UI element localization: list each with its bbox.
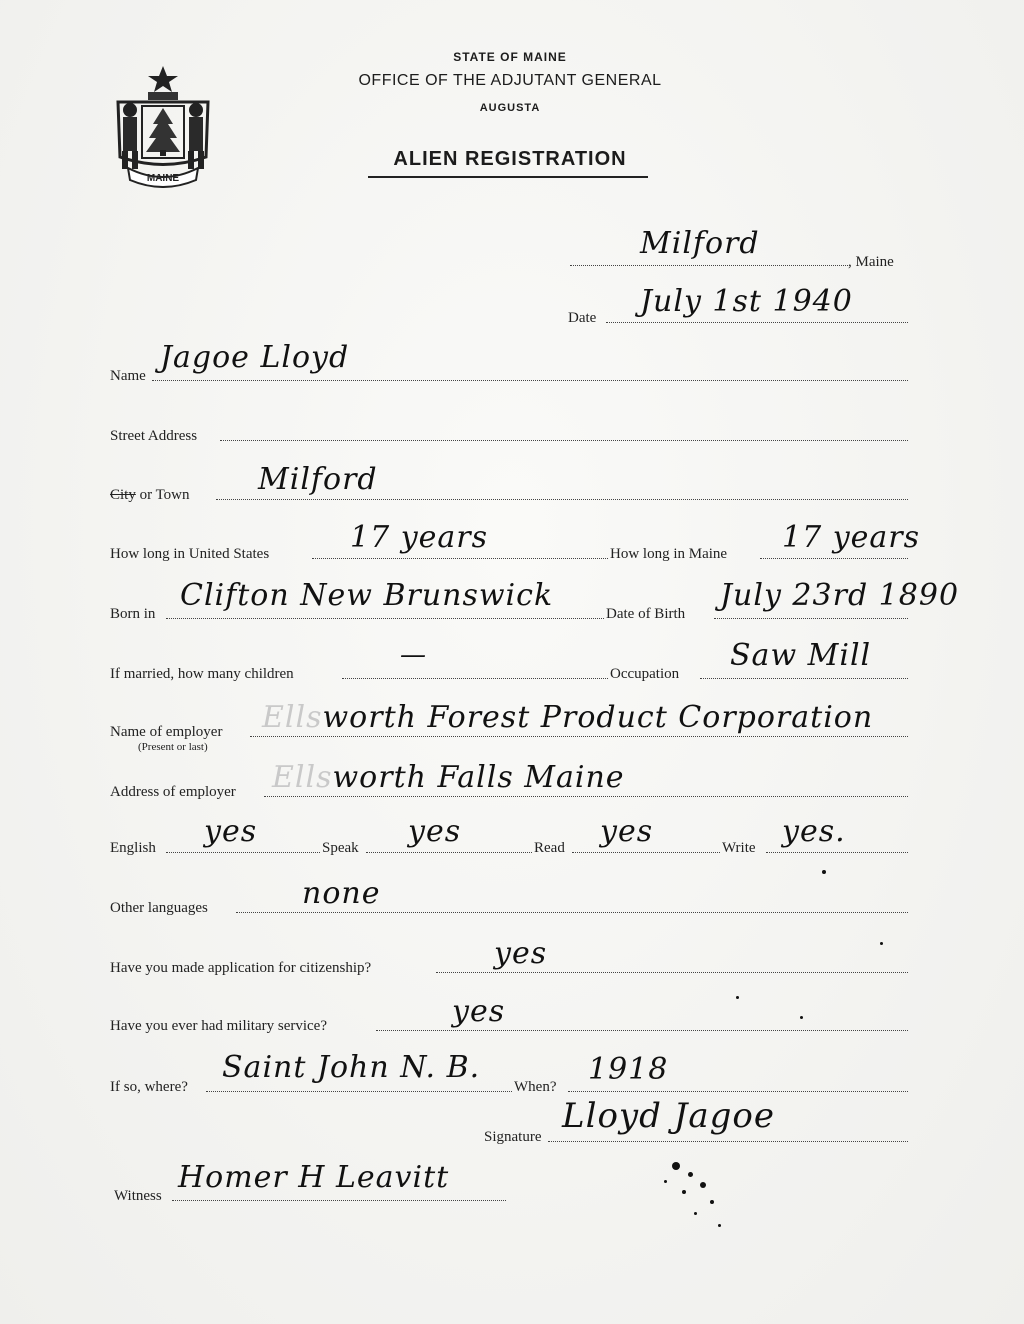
when-value: 1918 [588, 1052, 669, 1087]
other-languages-label: Other languages [110, 900, 208, 916]
occupation-line [700, 678, 908, 679]
military-line [376, 1030, 908, 1031]
dob-label: Date of Birth [606, 606, 686, 622]
employer-note: (Present or last) [138, 741, 208, 753]
employer-value-text: worth Forest Product Corporation [322, 700, 874, 735]
born-in-line [166, 618, 604, 619]
form-title: ALIEN REGISTRATION [393, 148, 627, 170]
employer-address-label: Address of employer [110, 784, 236, 800]
ink-spot [718, 1224, 721, 1227]
ink-spot [800, 1016, 803, 1019]
title-underline [368, 176, 648, 178]
speak-value: yes [408, 814, 462, 849]
employer-address-value-faint: Ells [272, 760, 333, 795]
ink-spot [672, 1162, 680, 1170]
ink-spot [880, 942, 883, 945]
street-label: Street Address [110, 428, 198, 444]
citizenship-label: Have you made application for citizenship? [110, 960, 372, 976]
town-label [110, 487, 190, 504]
other-languages-line [236, 912, 908, 913]
place-line [570, 265, 848, 266]
ink-spot [710, 1200, 714, 1204]
employer-label: Name of employer [110, 724, 223, 740]
employer-value-faint: Ells [262, 700, 323, 735]
how-long-maine-line [760, 558, 908, 559]
speak-line [366, 852, 532, 853]
ink-spot [736, 996, 739, 999]
other-languages-value: none [302, 876, 381, 911]
when-line [568, 1091, 908, 1092]
city-struck-label: City [110, 487, 136, 503]
english-value: yes [204, 814, 258, 849]
witness-label: Witness [114, 1188, 162, 1204]
state-heading: STATE OF MAINE [453, 50, 567, 64]
years-us-value: 17 years [350, 520, 489, 555]
read-value: yes [600, 814, 654, 849]
ink-spot [694, 1212, 697, 1215]
born-in-label: Born in [110, 606, 156, 622]
ink-spot [682, 1190, 686, 1194]
town-label-text: or Town [135, 487, 190, 503]
signature-line [548, 1141, 908, 1142]
dob-value: July 23rd 1890 [720, 578, 960, 613]
write-value: yes. [782, 814, 846, 849]
how-long-us-line [312, 558, 608, 559]
employer-value [262, 700, 873, 735]
town-value: Milford [258, 462, 378, 497]
children-label: If married, how many children [110, 666, 294, 682]
read-label: Read [534, 840, 565, 856]
when-label: When? [514, 1079, 557, 1095]
seal-lettering: MAINE [146, 173, 180, 184]
employer-line [250, 736, 908, 737]
military-value: yes [452, 994, 506, 1029]
maine-label: , Maine [848, 254, 894, 270]
children-value: — [400, 640, 427, 670]
employer-address-line [264, 796, 908, 797]
years-maine-value: 17 years [782, 520, 921, 555]
speak-label: Speak [322, 840, 359, 856]
citizenship-line [436, 972, 908, 973]
where-line [206, 1091, 512, 1092]
city-heading: AUGUSTA [479, 102, 541, 114]
ink-spot [688, 1172, 693, 1177]
date-label: Date [568, 310, 597, 326]
witness-line [172, 1200, 506, 1201]
how-long-us-label: How long in United States [110, 546, 270, 562]
military-label: Have you ever had military service? [110, 1018, 327, 1034]
name-line [152, 380, 908, 381]
write-label: Write [722, 840, 756, 856]
ink-spot [822, 870, 826, 874]
ink-spot [664, 1180, 667, 1183]
maine-seal-icon [108, 62, 218, 188]
children-line [342, 678, 608, 679]
employer-address-value [272, 760, 625, 795]
english-label: English [110, 840, 156, 856]
witness-value: Homer H Leavitt [178, 1160, 450, 1195]
signature-label: Signature [484, 1129, 542, 1145]
date-line [606, 322, 908, 323]
citizenship-value: yes [494, 936, 548, 971]
ink-spot [700, 1182, 706, 1188]
occupation-label: Occupation [610, 666, 680, 682]
english-line [166, 852, 320, 853]
signature-value: Lloyd Jagoe [562, 1096, 775, 1136]
date-value: July 1st 1940 [640, 284, 853, 319]
where-value: Saint John N. B. [222, 1050, 481, 1085]
how-long-maine-label: How long in Maine [610, 546, 728, 562]
occupation-value: Saw Mill [730, 638, 872, 673]
employer-address-value-text: worth Falls Maine [332, 760, 625, 795]
born-in-value: Clifton New Brunswick [180, 578, 554, 613]
town-line [216, 499, 908, 500]
where-label: If so, where? [110, 1079, 188, 1095]
office-heading: OFFICE OF THE ADJUTANT GENERAL [358, 72, 662, 89]
street-line [220, 440, 908, 441]
read-line [572, 852, 720, 853]
write-line [766, 852, 908, 853]
name-value: Jagoe Lloyd [160, 340, 350, 375]
place-value: Milford [640, 226, 760, 261]
name-label: Name [110, 368, 146, 384]
dob-line [714, 618, 908, 619]
